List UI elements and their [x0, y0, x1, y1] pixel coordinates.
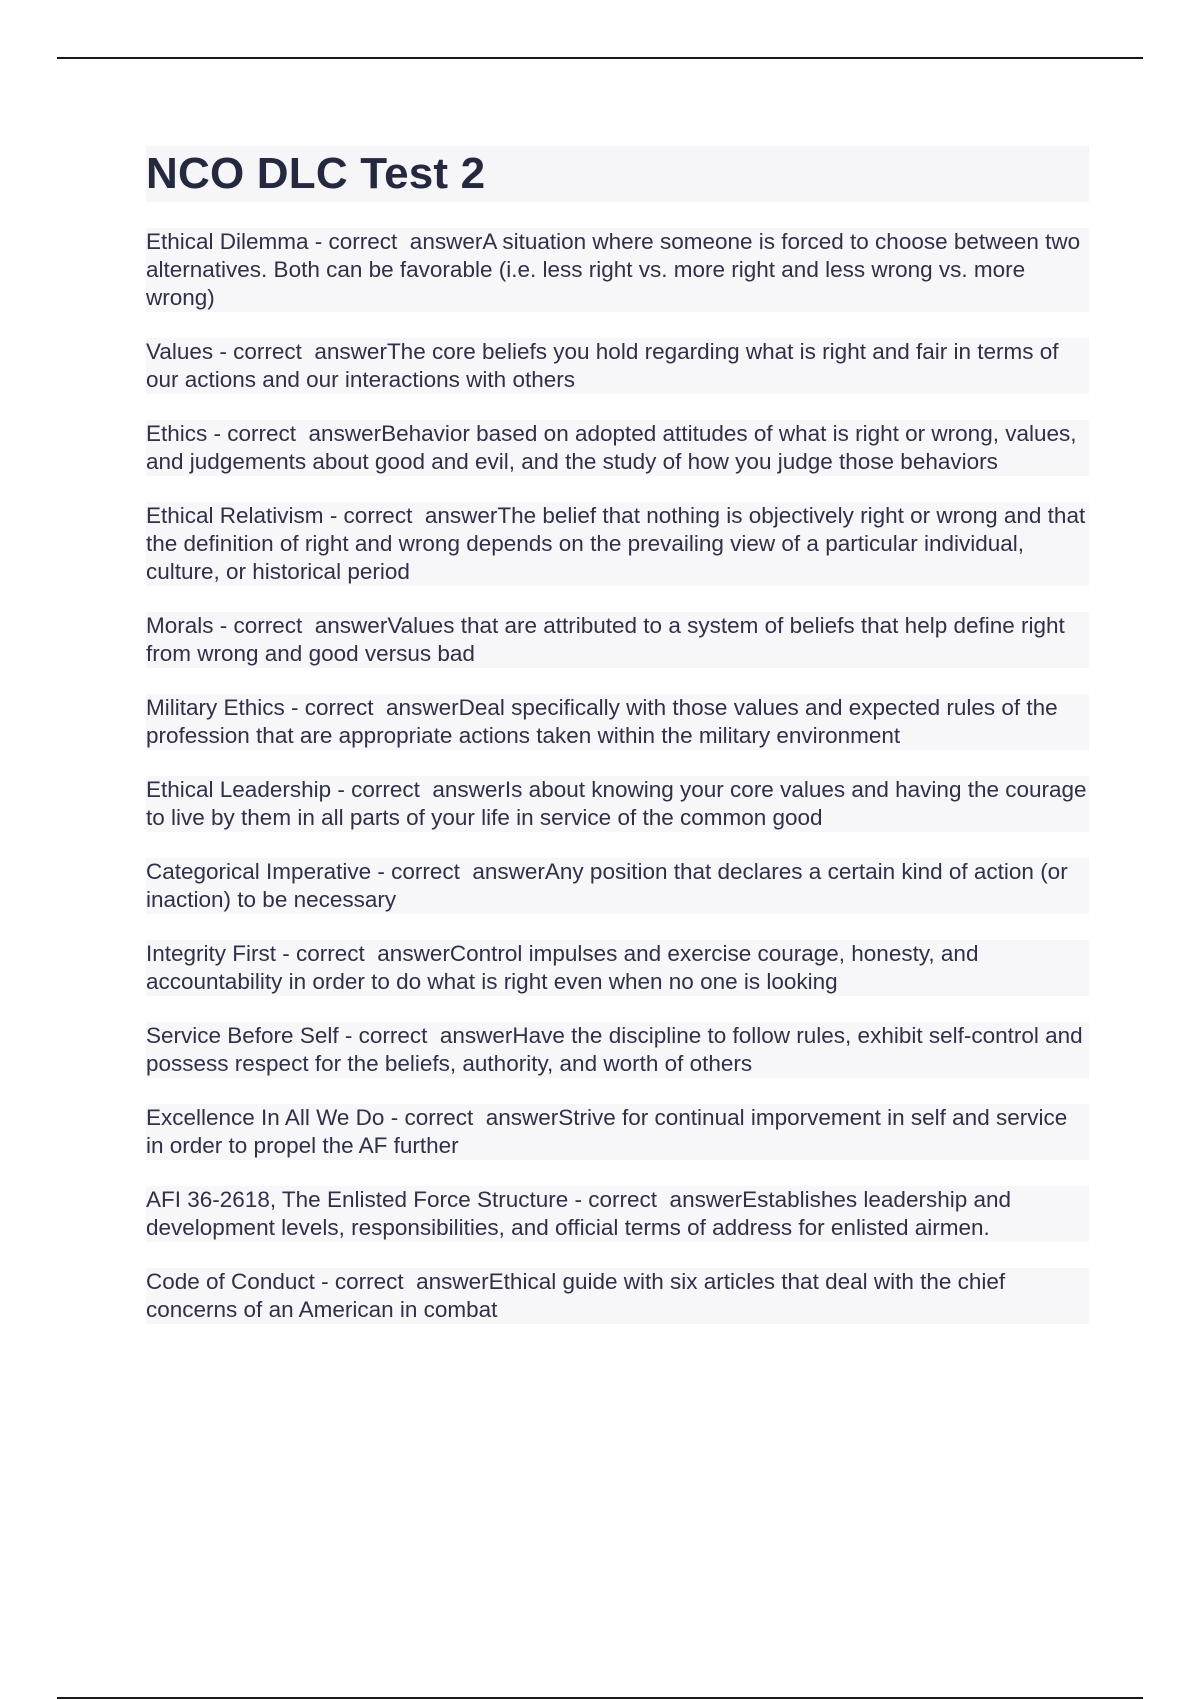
entry-definition: The belief that nothing is objectively right or wrong and that the definition of right and wrong depends on the prevailing view of a particular individual, culture, or historical period [146, 503, 1092, 584]
entry-term: Values [146, 339, 214, 364]
entry [146, 338, 1089, 394]
entry-separator: - correct answer [314, 1269, 489, 1294]
entry-definition: The core beliefs you hold regarding what is right and fair in terms of our actions and our interactions with others [146, 339, 1065, 392]
entry [146, 694, 1089, 750]
entry-term: Service Before Self [146, 1023, 339, 1048]
entry [146, 228, 1089, 312]
entry [146, 858, 1089, 914]
entry-separator: - correct answer [284, 695, 459, 720]
entry-separator: - correct answer [371, 859, 545, 884]
entry [146, 1268, 1089, 1324]
entry-term: Ethical Relativism [146, 503, 324, 528]
entry-separator: - correct answer [308, 229, 483, 254]
entry [146, 502, 1092, 586]
entry [146, 1186, 1089, 1242]
entry-definition: Ethical guide with six articles that deal with the chief concerns of an American in combat [146, 1269, 1012, 1322]
entry-term: AFI 36-2618, The Enlisted Force Structure [146, 1187, 569, 1212]
entry-separator: - correct answer [213, 339, 387, 364]
entry-definition: Control impulses and exercise courage, honesty, and accountability in order to do what is right even when no one is looking [146, 941, 985, 994]
bottom-rule [57, 1697, 1143, 1699]
entry-separator: - correct answer [323, 503, 498, 528]
entry-definition: A situation where someone is forced to choose between two alternatives. Both can be favorable (i.e. less right vs. more right and less wrong vs. more wrong) [146, 229, 1087, 310]
entry-definition: Deal specifically with those values and expected rules of the profession that are appropriate actions taken within the military environment [146, 695, 1064, 748]
entry-definition: Strive for continual imporvement in self and service in order to propel the AF further [146, 1105, 1074, 1158]
entry-separator: - correct answer [331, 777, 505, 802]
entry-separator: - correct answer [338, 1023, 513, 1048]
document-title: NCO DLC Test 2 [146, 146, 1089, 202]
entry [146, 940, 1089, 996]
entry-term: Morals [146, 613, 214, 638]
entry-term: Ethical Dilemma [146, 229, 309, 254]
entry-separator: - correct answer [213, 613, 388, 638]
entry-definition: Values that are attributed to a system of beliefs that help define right from wrong and good versus bad [146, 613, 1072, 666]
entry-term: Integrity First [146, 941, 277, 966]
entry-definition: Establishes leadership and development levels, responsibilities, and official terms of address for enlisted airmen. [146, 1187, 1018, 1240]
entry [146, 612, 1089, 668]
entry-separator: - correct answer [568, 1187, 743, 1212]
top-rule [57, 57, 1143, 59]
entry [146, 1022, 1089, 1078]
entry [146, 1104, 1089, 1160]
entry-definition: Is about knowing your core values and having the courage to live by them in all parts of your life in service of the common good [146, 777, 1093, 830]
entry-definition: Have the discipline to follow rules, exhibit self-control and possess respect for the beliefs, authority, and worth of others [146, 1023, 1089, 1076]
entry [146, 420, 1089, 476]
entry-definition: Any position that declares a certain kind of action (or inaction) to be necessary [146, 859, 1074, 912]
entry-term: Categorical Imperative [146, 859, 372, 884]
entry-definition: Behavior based on adopted attitudes of what is right or wrong, values, and judgements about good and evil, and the study of how you judge those behaviors [146, 421, 1083, 474]
entry-list [146, 228, 1093, 1324]
entry-term: Ethical Leadership [146, 777, 332, 802]
entry-term: Ethics [146, 421, 208, 446]
entry [146, 776, 1093, 832]
entry-term: Military Ethics [146, 695, 285, 720]
document-body [146, 146, 1093, 1350]
entry-separator: - correct answer [276, 941, 450, 966]
entry-separator: - correct answer [384, 1105, 559, 1130]
entry-term: Code of Conduct [146, 1269, 315, 1294]
entry-term: Excellence In All We Do [146, 1105, 385, 1130]
entry-separator: - correct answer [207, 421, 382, 446]
